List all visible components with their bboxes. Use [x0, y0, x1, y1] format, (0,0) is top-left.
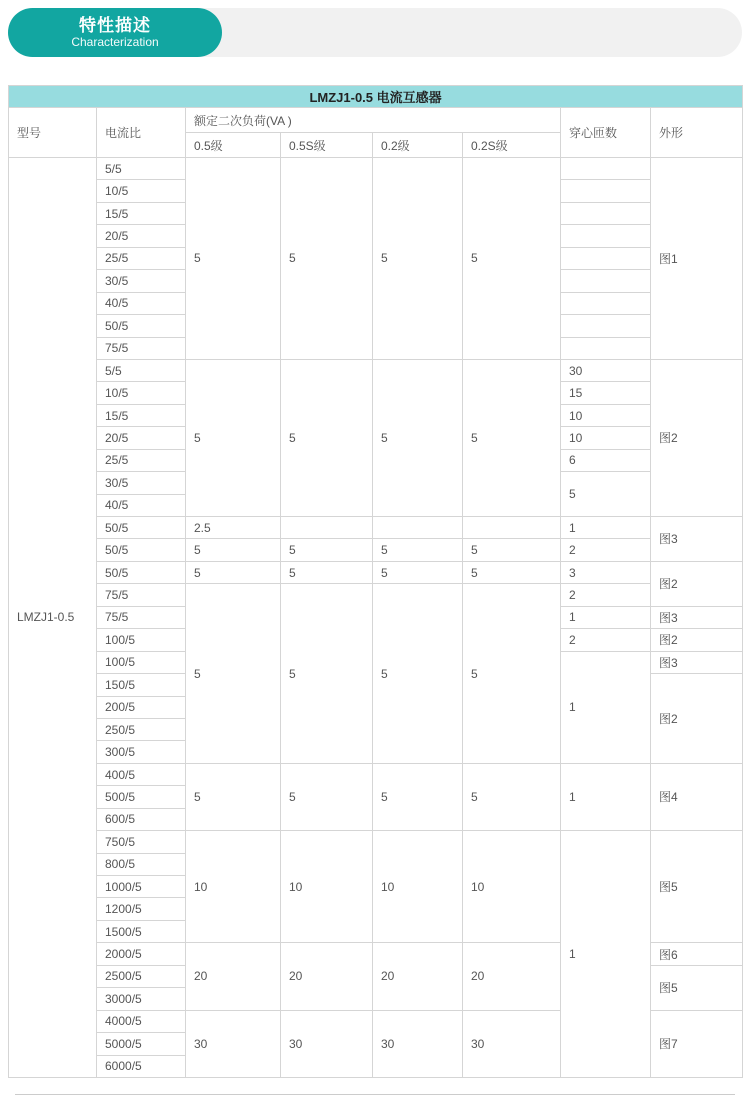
- table-cell: 100/5: [97, 629, 186, 651]
- table-cell: [463, 517, 561, 539]
- table-cell: 25/5: [97, 247, 186, 269]
- table-cell: 20/5: [97, 225, 186, 247]
- table-cell: 5: [463, 359, 561, 516]
- table-cell: 75/5: [97, 606, 186, 628]
- table-cell: 25/5: [97, 449, 186, 471]
- table-cell: 5: [463, 539, 561, 561]
- table-cell: 10: [561, 404, 651, 426]
- table-cell: 2: [561, 629, 651, 651]
- table-cell: 1: [561, 517, 651, 539]
- table-title: LMZJ1-0.5 电流互感器: [9, 86, 743, 108]
- table-cell: 图2: [651, 629, 743, 651]
- table-cell: 图3: [651, 517, 743, 562]
- table-cell: 4000/5: [97, 1010, 186, 1032]
- table-cell: 图2: [651, 359, 743, 516]
- col-header-ratio: 电流比: [97, 108, 186, 158]
- table-cell: 200/5: [97, 696, 186, 718]
- table-cell: 5/5: [97, 359, 186, 381]
- table-cell: 250/5: [97, 718, 186, 740]
- table-cell: 150/5: [97, 674, 186, 696]
- table-cell: 5: [281, 561, 373, 583]
- table-cell: 400/5: [97, 763, 186, 785]
- table-cell: 30: [373, 1010, 463, 1077]
- table-cell: 15: [561, 382, 651, 404]
- spec-table-body: [9, 158, 743, 1078]
- table-cell: 40/5: [97, 494, 186, 516]
- table-cell: 15/5: [97, 202, 186, 224]
- col-header-load-group: 额定二次负荷(VA ): [186, 108, 561, 133]
- table-cell: [561, 247, 651, 269]
- table-cell: [561, 158, 651, 180]
- spec-table: [8, 85, 743, 1078]
- table-cell: 图2: [651, 674, 743, 764]
- table-cell: 50/5: [97, 315, 186, 337]
- table-cell: 5: [281, 359, 373, 516]
- table-cell: 5: [186, 584, 281, 764]
- table-cell: 10: [373, 831, 463, 943]
- table-cell: [561, 337, 651, 359]
- table-cell: 20: [373, 943, 463, 1010]
- table-cell: [281, 517, 373, 539]
- section-title-en: Characterization: [71, 35, 159, 49]
- table-cell: [561, 180, 651, 202]
- col-header-turns: 穿心匝数: [561, 108, 651, 158]
- table-row: [9, 831, 743, 853]
- table-cell: 图6: [651, 943, 743, 965]
- table-cell: 图7: [651, 1010, 743, 1077]
- table-cell: 5: [186, 763, 281, 830]
- table-title-row: [9, 86, 743, 108]
- table-cell: 5: [373, 539, 463, 561]
- table-cell: 5: [281, 763, 373, 830]
- table-row: [9, 584, 743, 606]
- table-cell: 5: [373, 359, 463, 516]
- table-cell: 5: [463, 158, 561, 360]
- table-cell: [561, 292, 651, 314]
- table-cell: 20/5: [97, 427, 186, 449]
- table-row: [9, 561, 743, 583]
- table-cell: 2: [561, 584, 651, 606]
- table-cell: 10: [186, 831, 281, 943]
- table-cell: [561, 270, 651, 292]
- table-cell: 750/5: [97, 831, 186, 853]
- section-badge: [8, 8, 222, 57]
- table-cell: 5000/5: [97, 1033, 186, 1055]
- table-cell: 6: [561, 449, 651, 471]
- table-cell: 2500/5: [97, 965, 186, 987]
- model-cell: LMZJ1-0.5: [9, 158, 97, 1078]
- table-cell: 75/5: [97, 584, 186, 606]
- header-row-1: [9, 108, 743, 133]
- table-cell: 40/5: [97, 292, 186, 314]
- table-cell: 图2: [651, 561, 743, 606]
- section-title-zh: 特性描述: [79, 16, 151, 35]
- col-header-model: 型号: [9, 108, 97, 158]
- col-header-class-0-2s: 0.2S级: [463, 133, 561, 158]
- table-cell: 50/5: [97, 561, 186, 583]
- table-cell: 2000/5: [97, 943, 186, 965]
- table-cell: 5: [186, 359, 281, 516]
- table-cell: 1: [561, 831, 651, 1078]
- table-cell: 30/5: [97, 270, 186, 292]
- table-cell: 5: [373, 584, 463, 764]
- table-cell: 30: [561, 359, 651, 381]
- table-row: [9, 539, 743, 561]
- table-row: [9, 359, 743, 381]
- table-cell: 5: [463, 763, 561, 830]
- table-cell: [561, 315, 651, 337]
- table-cell: 2.5: [186, 517, 281, 539]
- table-cell: 300/5: [97, 741, 186, 763]
- bottom-divider: [15, 1094, 735, 1095]
- table-cell: 5: [373, 158, 463, 360]
- table-cell: 6000/5: [97, 1055, 186, 1077]
- table-cell: 5: [281, 584, 373, 764]
- table-cell: 3: [561, 561, 651, 583]
- table-cell: 10: [463, 831, 561, 943]
- table-cell: 图4: [651, 763, 743, 830]
- table-cell: 75/5: [97, 337, 186, 359]
- table-cell: 图3: [651, 606, 743, 628]
- table-cell: 5: [373, 763, 463, 830]
- table-cell: 10: [561, 427, 651, 449]
- table-cell: 800/5: [97, 853, 186, 875]
- table-cell: 图3: [651, 651, 743, 673]
- table-cell: 1500/5: [97, 920, 186, 942]
- table-cell: 30: [186, 1010, 281, 1077]
- table-cell: [373, 517, 463, 539]
- table-cell: 5: [373, 561, 463, 583]
- table-cell: 50/5: [97, 517, 186, 539]
- table-cell: 5: [281, 158, 373, 360]
- table-cell: 30/5: [97, 472, 186, 494]
- table-cell: 5: [463, 584, 561, 764]
- col-header-class-0-5s: 0.5S级: [281, 133, 373, 158]
- table-cell: 500/5: [97, 786, 186, 808]
- table-cell: 5: [186, 158, 281, 360]
- table-cell: 15/5: [97, 404, 186, 426]
- table-cell: 20: [186, 943, 281, 1010]
- table-cell: [561, 202, 651, 224]
- table-cell: [561, 225, 651, 247]
- table-cell: 20: [463, 943, 561, 1010]
- col-header-class-0-2: 0.2级: [373, 133, 463, 158]
- table-cell: 2: [561, 539, 651, 561]
- table-cell: 10/5: [97, 180, 186, 202]
- table-cell: 30: [463, 1010, 561, 1077]
- table-cell: 1: [561, 651, 651, 763]
- table-cell: 5/5: [97, 158, 186, 180]
- table-cell: 1200/5: [97, 898, 186, 920]
- table-cell: 5: [281, 539, 373, 561]
- table-cell: 30: [281, 1010, 373, 1077]
- table-row: [9, 158, 743, 180]
- col-header-shape: 外形: [651, 108, 743, 158]
- table-cell: 图1: [651, 158, 743, 360]
- table-cell: 1: [561, 763, 651, 830]
- table-cell: 1: [561, 606, 651, 628]
- table-cell: 图5: [651, 831, 743, 943]
- table-cell: 10/5: [97, 382, 186, 404]
- table-cell: 10: [281, 831, 373, 943]
- table-cell: 3000/5: [97, 988, 186, 1010]
- table-cell: 5: [561, 472, 651, 517]
- table-cell: 5: [463, 561, 561, 583]
- table-cell: 1000/5: [97, 876, 186, 898]
- table-cell: 5: [186, 539, 281, 561]
- table-cell: 100/5: [97, 651, 186, 673]
- table-cell: 图5: [651, 965, 743, 1010]
- col-header-class-0-5: 0.5级: [186, 133, 281, 158]
- table-cell: 50/5: [97, 539, 186, 561]
- table-row: [9, 517, 743, 539]
- table-row: [9, 763, 743, 785]
- table-cell: 20: [281, 943, 373, 1010]
- table-cell: 5: [186, 561, 281, 583]
- table-cell: 600/5: [97, 808, 186, 830]
